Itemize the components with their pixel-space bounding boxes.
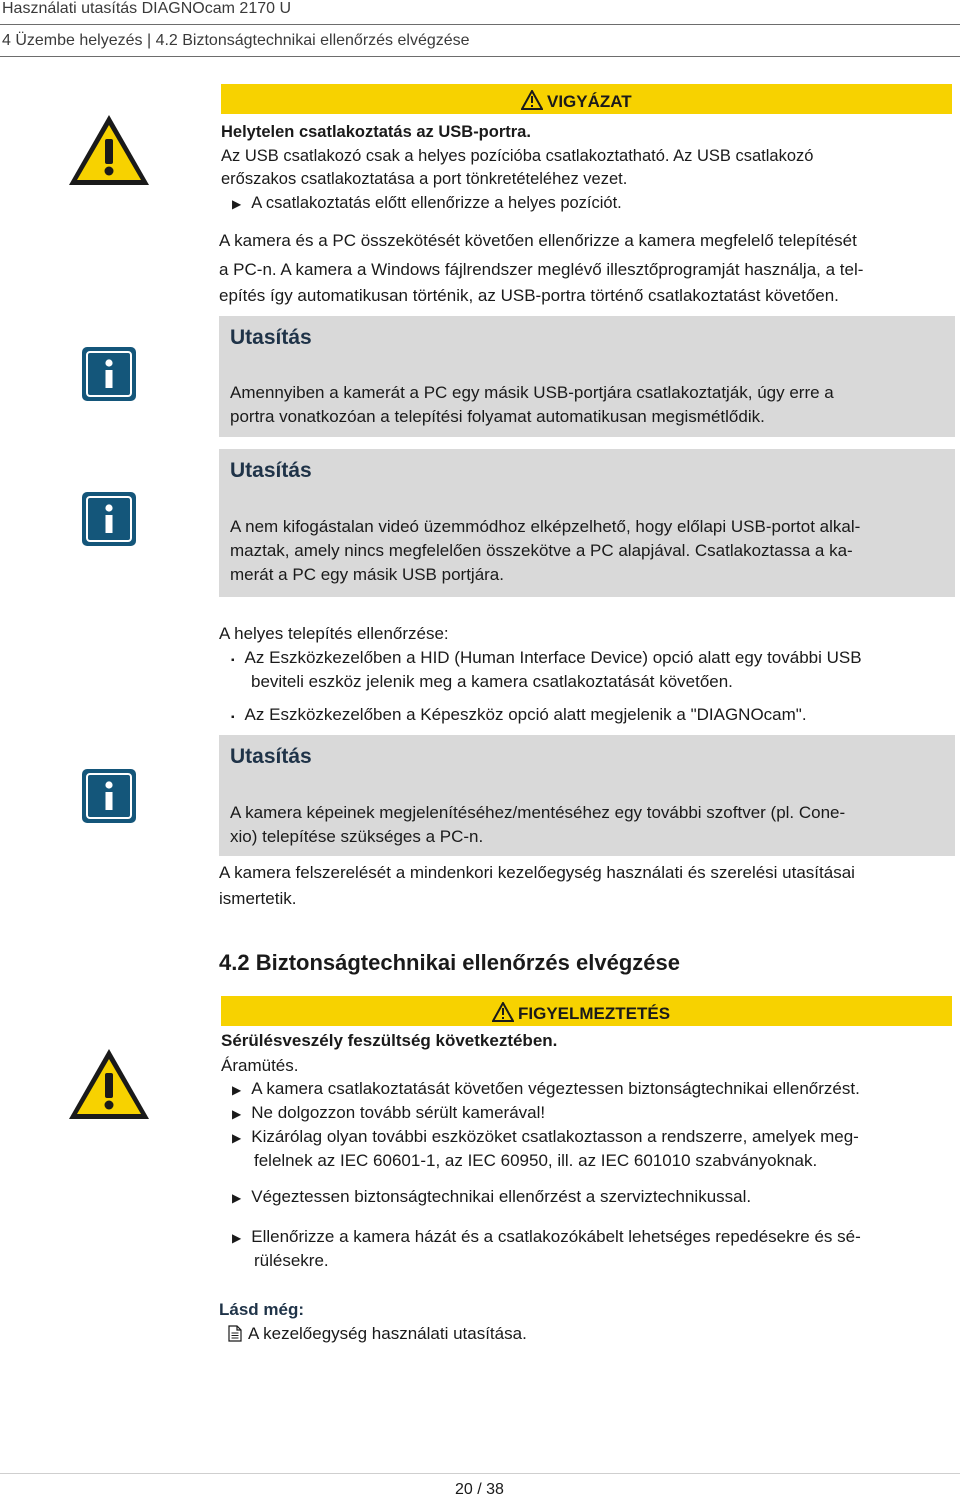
info-icon xyxy=(82,347,136,401)
note-text-line: A kamera képeinek megjelenítéséhez/mentéséhez egy további szoftver (pl. Cone- xyxy=(230,803,846,822)
warning-triangle-icon xyxy=(492,1002,514,1022)
caution-heading: Helytelen csatlakoztatás az USB-portra. xyxy=(221,123,531,141)
warning-action: ▶ Kizárólag olyan további eszközöket csatlakoztasson a rendszerre, amelyek meg- xyxy=(232,1127,859,1146)
breadcrumb: 4 Üzembe helyezés | 4.2 Biztonságtechnikai ellenőrzés elvégzése xyxy=(2,32,470,49)
caution-action: ▶ A csatlakoztatás előtt ellenőrizze a helyes pozíciót. xyxy=(232,194,622,212)
caution-label: VIGYÁZAT xyxy=(521,90,632,112)
note-text-line: portra vonatkozóan a telepítési folyamat automatikusan megismétlődik. xyxy=(230,407,765,426)
paragraph-line: a PC-n. A kamera a Windows fájlrendszer meglévő illesztőprogramját használja, a tel- xyxy=(219,260,864,279)
note-box xyxy=(219,316,955,437)
arrow-bullet-icon: ▶ xyxy=(232,1083,242,1097)
note-title: Utasítás xyxy=(230,326,312,349)
document-title: Használati utasítás DIAGNOcam 2170 U xyxy=(2,0,292,17)
square-bullet-icon: ▪ xyxy=(231,655,235,666)
document-icon xyxy=(228,1325,242,1349)
list-item: ▪ Az Eszközkezelőben a Képeszköz opció alatt megjelenik a "DIAGNOcam". xyxy=(231,705,807,724)
arrow-bullet-icon: ▶ xyxy=(232,197,242,211)
arrow-bullet-icon: ▶ xyxy=(232,1231,242,1245)
caution-bar xyxy=(221,84,952,114)
list-item-continuation: beviteli eszköz jelenik meg a kamera csatlakoztatását követően. xyxy=(251,672,733,691)
note-text-line: maztak, amely nincs megfelelően összekötve a PC alapjával. Csatlakoztassa a ka- xyxy=(230,541,853,560)
info-icon xyxy=(82,769,136,823)
paragraph-line: A kamera és a PC összekötését követően ellenőrizze a kamera megfelelő telepítését xyxy=(219,231,857,250)
page-number: 20 / 38 xyxy=(455,1481,504,1498)
check-intro: A helyes telepítés ellenőrzése: xyxy=(219,624,449,643)
square-bullet-icon: ▪ xyxy=(231,712,235,723)
see-also-link[interactable]: A kezelőegység használati utasítása. xyxy=(228,1322,527,1349)
header-divider xyxy=(0,24,960,25)
note-box xyxy=(219,735,955,856)
note-title: Utasítás xyxy=(230,459,312,482)
warning-triangle-icon xyxy=(521,90,543,110)
section-heading: 4.2 Biztonságtechnikai ellenőrzés elvégzése xyxy=(219,950,680,975)
note-text-line: xio) telepítése szükséges a PC-n. xyxy=(230,827,484,846)
see-also-label: Lásd még: xyxy=(219,1300,305,1319)
footer-divider xyxy=(0,1473,960,1474)
step-item-continuation: rülésekre. xyxy=(254,1251,329,1270)
step-item: ▶ Végeztessen biztonságtechnikai ellenőrzést a szerviztechnikussal. xyxy=(232,1187,752,1206)
arrow-bullet-icon: ▶ xyxy=(232,1107,242,1121)
note-title: Utasítás xyxy=(230,745,312,768)
caution-text-line: erőszakos csatlakoztatása a port tönkretételéhez vezet. xyxy=(221,170,628,188)
note-text-line: merát a PC egy másik USB portjára. xyxy=(230,565,504,584)
caution-text-line: Az USB csatlakozó csak a helyes pozícióba csatlakoztatható. Az USB csatlakozó xyxy=(221,147,814,165)
info-icon xyxy=(82,492,136,546)
warning-subtitle: Áramütés. xyxy=(221,1056,299,1075)
paragraph-line: A kamera felszerelését a mindenkori kezelőegység használati és szerelési utasításai xyxy=(219,863,855,882)
warning-action-continuation: felelnek az IEC 60601-1, az IEC 60950, ill. az IEC 601010 szabványoknak. xyxy=(254,1151,818,1170)
warning-action: ▶ A kamera csatlakoztatását követően végeztessen biztonságtechnikai ellenőrzést. xyxy=(232,1079,860,1098)
warning-triangle-icon xyxy=(66,1046,152,1127)
warning-triangle-icon xyxy=(66,112,152,193)
note-box xyxy=(219,449,955,597)
arrow-bullet-icon: ▶ xyxy=(232,1131,242,1145)
warning-heading: Sérülésveszély feszültség következtében. xyxy=(221,1031,558,1050)
note-text-line: Amennyiben a kamerát a PC egy másik USB-portjára csatlakoztatják, úgy erre a xyxy=(230,383,834,402)
arrow-bullet-icon: ▶ xyxy=(232,1191,242,1205)
step-item: ▶ Ellenőrizze a kamera házát és a csatlakozókábelt lehetséges repedésekre és sé- xyxy=(232,1227,861,1246)
paragraph-line: ismertetik. xyxy=(219,889,297,908)
note-text-line: A nem kifogástalan videó üzemmódhoz elképzelhető, hogy előlapi USB-portot alkal- xyxy=(230,517,861,536)
warning-action: ▶ Ne dolgozzon tovább sérült kamerával! xyxy=(232,1103,546,1122)
warning-bar xyxy=(221,996,952,1026)
list-item: ▪ Az Eszközkezelőben a HID (Human Interface Device) opció alatt egy további USB xyxy=(231,648,862,667)
header-divider-2 xyxy=(0,56,960,57)
warning-label: FIGYELMEZTETÉS xyxy=(492,1002,670,1024)
paragraph-line: epítés így automatikusan történik, az USB-portra történő csatlakoztatást követően. xyxy=(219,286,839,305)
